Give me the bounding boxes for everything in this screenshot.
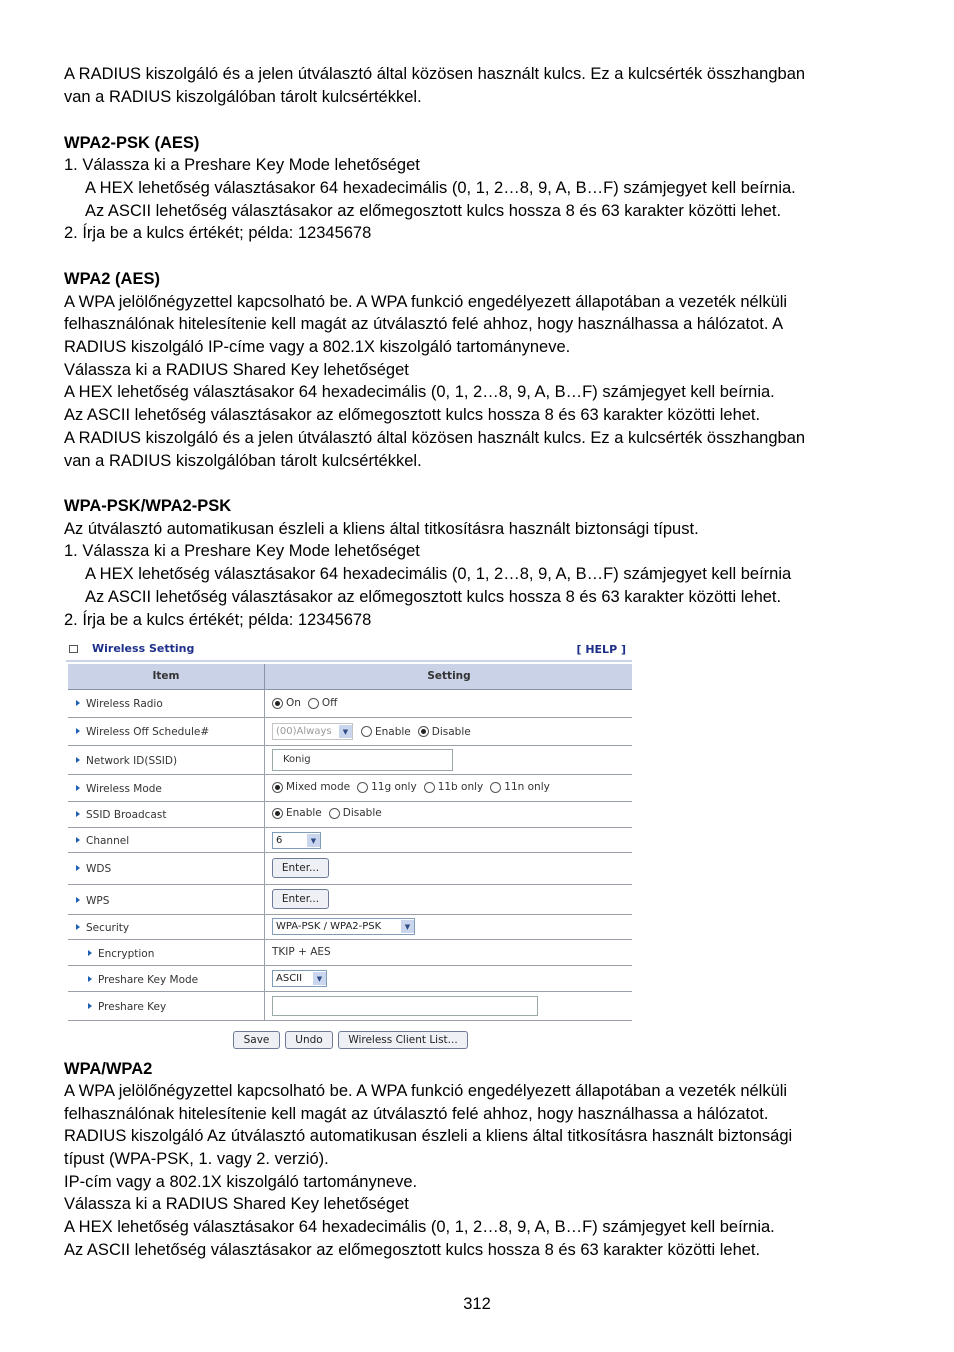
chevron-down-icon: ▼ (401, 920, 414, 933)
wireless-client-list-button[interactable]: Wireless Client List... (338, 1031, 468, 1049)
schedule-enable-radio[interactable] (361, 726, 372, 737)
panel-title: Wireless Setting (92, 642, 195, 655)
text-line: A HEX lehetőség választásakor 64 hexadecimális (0, 1, 2…8, 9, A, B…F) számjegyet kell beírnia (85, 565, 792, 583)
arrow-right-icon (76, 897, 80, 903)
text-line: Az ASCII lehetőség választásakor az előmegosztott kulcs hossza 8 és 63 karakter közötti lehet. (64, 406, 761, 424)
table-row (68, 746, 632, 775)
arrow-right-icon (88, 950, 92, 956)
wireless-setting-panel (66, 638, 634, 1054)
arrow-right-icon (76, 811, 80, 817)
arrow-right-icon (76, 700, 80, 706)
column-setting: Setting (427, 670, 471, 682)
text-line: Az útválasztó automatikusan észleli a kliens által titkosításra használt biztonsági típust. (64, 520, 699, 538)
text-line: 1. Válassza ki a Preshare Key Mode lehetőséget (64, 156, 420, 174)
table-row: Wireless Off Schedule# (00)Always ▼ Enable Disable (68, 718, 632, 746)
row-label: Security (76, 922, 129, 934)
schedule-select[interactable]: (00)Always ▼ (272, 723, 353, 740)
broadcast-disable-radio[interactable] (329, 808, 340, 819)
arrow-right-icon (76, 785, 80, 791)
table-row (68, 915, 632, 940)
mode-11b-radio[interactable] (424, 782, 435, 793)
table-row (68, 992, 632, 1021)
column-item: Item (152, 670, 180, 682)
save-button[interactable]: Save (233, 1031, 280, 1049)
text-line: IP-cím vagy a 802.1X kiszolgáló tartományneve. (64, 1173, 418, 1191)
text-line: Válassza ki a RADIUS Shared Key lehetőséget (64, 1195, 409, 1213)
text-line: felhasználónak hitelesítenie kell magát az útválasztó felé ahhoz, hogy használhassa a hálózatot. (64, 1105, 769, 1123)
text-line: A WPA jelölőnégyzettel kapcsolható be. A WPA funkció engedélyezett állapotában a vezeték nélküli (64, 293, 788, 311)
text-line: Az ASCII lehetőség választásakor az előmegosztott kulcs hossza 8 és 63 karakter közötti lehet. (64, 1241, 761, 1259)
channel-select[interactable]: 6 ▼ (272, 832, 321, 849)
table-row: Wireless Mode Mixed mode 11g only 11b only 11n only (68, 775, 632, 802)
row-label: Wireless Mode (76, 783, 162, 795)
panel-title-bar (66, 638, 632, 662)
table-row (68, 966, 632, 992)
section-heading: WPA-PSK/WPA2-PSK (64, 497, 232, 515)
text-line: típust (WPA-PSK, 1. vagy 2. verzió). (64, 1150, 329, 1168)
table-row (68, 885, 632, 915)
preshare-key-input[interactable] (272, 996, 538, 1016)
text-line: 1. Válassza ki a Preshare Key Mode lehetőséget (64, 542, 420, 560)
text-line: 2. Írja be a kulcs értékét; példa: 12345678 (64, 611, 372, 629)
text-line: A HEX lehetőség választásakor 64 hexadecimális (0, 1, 2…8, 9, A, B…F) számjegyet kell beírnia. (64, 383, 775, 401)
button-bar (233, 1031, 468, 1049)
text-line: van a RADIUS kiszolgálóban tárolt kulcsértékkel. (64, 452, 422, 470)
table-header (68, 664, 632, 690)
row-label: Preshare Key (88, 1001, 166, 1013)
schedule-disable-radio[interactable] (418, 726, 429, 737)
mode-11g-radio[interactable] (357, 782, 368, 793)
arrow-right-icon (76, 728, 80, 734)
text-line: RADIUS kiszolgáló IP-címe vagy a 802.1X kiszolgáló tartományneve. (64, 338, 571, 356)
arrow-right-icon (76, 924, 80, 930)
text-line: A HEX lehetőség választásakor 64 hexadecimális (0, 1, 2…8, 9, A, B…F) számjegyet kell beírnia. (85, 179, 796, 197)
arrow-right-icon (88, 1003, 92, 1009)
arrow-right-icon (88, 976, 92, 982)
panel-box-icon (69, 645, 78, 653)
arrow-right-icon (76, 837, 80, 843)
text-line: A HEX lehetőség választásakor 64 hexadecimális (0, 1, 2…8, 9, A, B…F) számjegyet kell beírnia. (64, 1218, 775, 1236)
row-label: SSID Broadcast (76, 809, 166, 821)
ssid-input[interactable]: Konig (272, 749, 453, 771)
broadcast-enable-radio[interactable] (272, 808, 283, 819)
text-line: A RADIUS kiszolgáló és a jelen útválasztó által közösen használt kulcs. Ez a kulcsérték összhangban (64, 429, 806, 447)
table-row (68, 828, 632, 853)
mode-mixed-radio[interactable] (272, 782, 283, 793)
undo-button[interactable]: Undo (285, 1031, 333, 1049)
text-line: Az ASCII lehetőség választásakor az előmegosztott kulcs hossza 8 és 63 karakter közötti lehet. (85, 202, 782, 220)
chevron-down-icon: ▼ (339, 725, 352, 738)
encryption-value: TKIP + AES (272, 946, 331, 958)
row-label: WPS (76, 895, 109, 907)
table-row: SSID Broadcast Enable Disable (68, 802, 632, 828)
row-label: Wireless Radio (76, 698, 163, 710)
text-line: van a RADIUS kiszolgálóban tárolt kulcsértékkel. (64, 88, 422, 106)
keymode-select[interactable]: ASCII ▼ (272, 970, 327, 987)
row-label: Network ID(SSID) (76, 755, 177, 767)
page-number: 312 (463, 1295, 491, 1313)
table-row (68, 853, 632, 885)
row-label: Channel (76, 835, 129, 847)
row-label: Preshare Key Mode (88, 974, 198, 986)
table-row (68, 940, 632, 966)
section-heading: WPA2 (AES) (64, 270, 160, 288)
chevron-down-icon: ▼ (313, 972, 326, 985)
radio-on[interactable] (272, 698, 283, 709)
security-select[interactable]: WPA-PSK / WPA2-PSK ▼ (272, 918, 415, 935)
section-heading: WPA/WPA2 (64, 1060, 153, 1078)
arrow-right-icon (76, 757, 80, 763)
text-line: felhasználónak hitelesítenie kell magát az útválasztó felé ahhoz, hogy használhassa a hálózatot. A (64, 315, 784, 333)
wds-enter-button[interactable]: Enter... (272, 858, 329, 878)
text-line: 2. Írja be a kulcs értékét; példa: 12345678 (64, 224, 372, 242)
text-line: A RADIUS kiszolgáló és a jelen útválasztó által közösen használt kulcs. Ez a kulcsérték összhangban (64, 65, 806, 83)
text-line: RADIUS kiszolgáló Az útválasztó automatikusan észleli a kliens által titkosításra használt biztonsági (64, 1127, 793, 1145)
table-row: Wireless Radio On Off (68, 690, 632, 718)
row-label: WDS (76, 863, 111, 875)
text-line: Válassza ki a RADIUS Shared Key lehetőséget (64, 361, 409, 379)
section-heading: WPA2-PSK (AES) (64, 134, 200, 152)
help-link[interactable]: [ HELP ] (576, 643, 626, 656)
row-label: Wireless Off Schedule# (76, 726, 209, 738)
arrow-right-icon (76, 865, 80, 871)
mode-11n-radio[interactable] (490, 782, 501, 793)
radio-off[interactable] (308, 698, 319, 709)
chevron-down-icon: ▼ (307, 834, 320, 847)
text-line: A WPA jelölőnégyzettel kapcsolható be. A WPA funkció engedélyezett állapotában a vezeték nélküli (64, 1082, 788, 1100)
row-label: Encryption (88, 948, 154, 960)
wps-enter-button[interactable]: Enter... (272, 889, 329, 909)
text-line: Az ASCII lehetőség választásakor az előmegosztott kulcs hossza 8 és 63 karakter közötti lehet. (85, 588, 782, 606)
